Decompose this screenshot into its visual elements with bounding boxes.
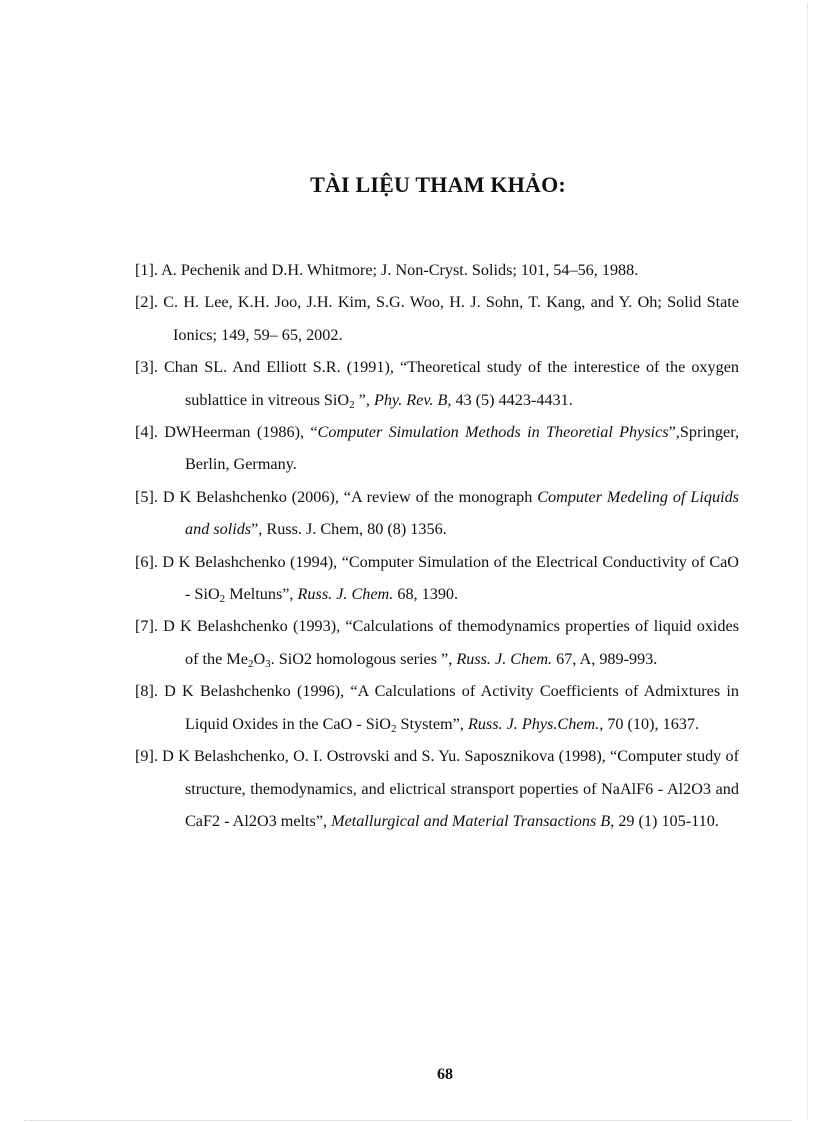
reference-item	[135, 351, 739, 416]
reference-text: 68, 1390.	[393, 585, 459, 604]
subscript-text: 2	[390, 722, 397, 735]
reference-item	[135, 286, 739, 351]
subscript-text: 2	[219, 593, 226, 606]
reference-text: [6]. D K Belashchenko (1994), “Computer Simulation of the Electrical Conductivity of CaO - SiO	[135, 552, 739, 604]
reference-item	[135, 416, 739, 481]
reference-text: ”,	[354, 390, 374, 409]
reference-text: [2]. C. H. Lee, K.H. Joo, J.H. Kim, S.G. Woo, H. J. Sohn, T. Kang, and Y. Oh; Solid State Ionics; 149, 59– 65, 2002.	[135, 293, 739, 344]
italic-title: Metallurgical and Material Transactions B	[331, 811, 611, 830]
reference-text: [7]. D K Belashchenko (1993), “Calculations of themodynamics properties of liquid oxides of the Me	[135, 617, 739, 668]
reference-text: 67, A, 989-993.	[552, 649, 658, 668]
reference-text: . SiO2 homologous series ”,	[270, 649, 457, 668]
reference-item	[135, 610, 739, 675]
reference-item	[135, 254, 739, 286]
subscript-text: 3	[265, 657, 271, 670]
italic-title: Russ. J. Phys.Chem.,	[467, 714, 604, 733]
reference-item	[135, 740, 739, 837]
reference-text: [9]. D K Belashchenko, O. I. Ostrovski and S. Yu. Saposznikova (1998), “Computer study of structure, themodynamics, and elictrical stransport poperties of NaAlF6 - Al2O3 and CaF2 - Al2O3 melts”,	[135, 747, 739, 830]
italic-title: Computer Simulation Methods in Theoretial Physics	[317, 423, 669, 442]
reference-list	[135, 254, 739, 837]
italic-title: Computer Medeling of Liquids and solids	[185, 487, 739, 539]
italic-title: Russ. J. Chem.	[297, 585, 394, 604]
reference-text: [5]. D K Belashchenko (2006), “A review of the monograph	[135, 487, 538, 506]
page-title: TÀI LIỆU THAM KHẢO:	[310, 172, 566, 197]
subscript-text: 2	[349, 398, 355, 411]
reference-item	[135, 675, 739, 740]
reference-item	[135, 481, 739, 546]
reference-text: [4]. DWHeerman (1986), “	[135, 423, 318, 442]
reference-item	[135, 546, 739, 611]
reference-text: Meltuns”,	[225, 585, 298, 604]
subscript-text: 2	[247, 657, 254, 670]
reference-text: [1]. A. Pechenik and D.H. Whitmore; J. Non-Cryst. Solids; 101, 54–56, 1988.	[135, 261, 639, 279]
reference-text: ”,Springer, Berlin, Germany.	[185, 423, 739, 474]
page-number: 68	[437, 1066, 453, 1083]
italic-title: Russ. J. Chem.	[456, 649, 553, 668]
reference-text: O	[253, 649, 266, 668]
reference-text: [8]. D K Belashchenko (1996), “A Calculations of Activity Coefficients of Admixtures in Liquid Oxides in the CaO - SiO	[135, 682, 739, 733]
reference-text: Stystem”,	[396, 714, 468, 733]
reference-text: , 29 (1) 105-110.	[610, 811, 719, 830]
footer-rule	[24, 1120, 792, 1121]
reference-text: [3]. Chan SL. And Elliott S.R. (1991), “Theoretical study of the interestice of the oxygen sublattice in vitreous SiO	[135, 358, 739, 409]
reference-text: ”, Russ. J. Chem, 80 (8) 1356.	[251, 520, 447, 539]
italic-title: Phy. Rev. B	[373, 390, 448, 409]
reference-text: 70 (10), 1637.	[603, 714, 700, 733]
reference-text: , 43 (5) 4423-4431.	[447, 390, 573, 409]
